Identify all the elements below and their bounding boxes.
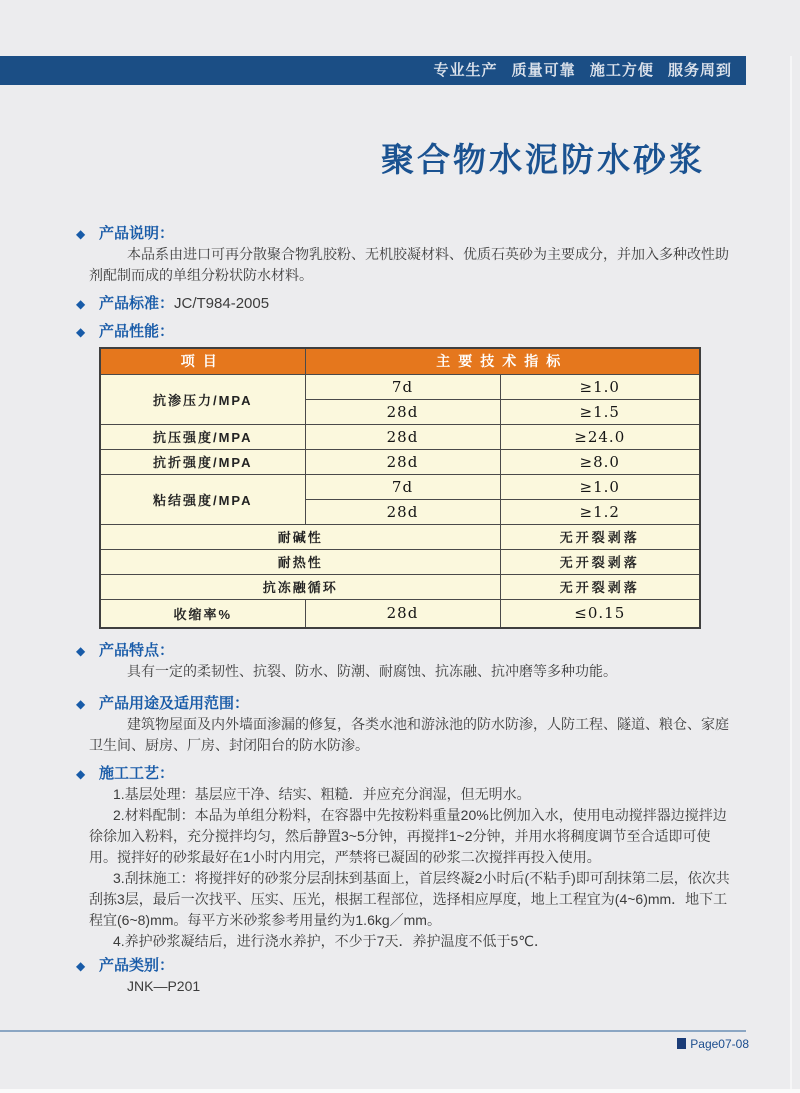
table-cell: 28d bbox=[305, 424, 500, 449]
diamond-bullet-icon bbox=[76, 224, 99, 244]
section-header-performance bbox=[76, 322, 738, 342]
page-bottom-edge bbox=[0, 1089, 800, 1093]
section-label: 产品性能： bbox=[99, 323, 175, 340]
table-cell: 抗折强度/MPA bbox=[100, 449, 305, 474]
table-cell: 7d bbox=[305, 474, 500, 499]
diamond-bullet-icon bbox=[76, 956, 99, 976]
page-square-icon bbox=[677, 1038, 686, 1049]
table-cell: 28d bbox=[305, 449, 500, 474]
section-header-category bbox=[76, 956, 738, 976]
process-step: 3.刮抹施工：将搅拌好的砂浆分层刮抹到基面上，首层终凝2小时后(不粘手)即可刮抹第二层，依次共刮拣3层，最后一次找平、压实、压光，根据工程部位，选择相应厚度，地上工程宜为(4~6)mm．地下工程宜(6~8)mm。每平方米砂浆参考用量约为1.6kg／mm。 bbox=[89, 870, 730, 928]
section-label: 产品说明： bbox=[99, 225, 175, 242]
section-label: 施工工艺： bbox=[99, 765, 175, 782]
diamond-bullet-icon bbox=[76, 764, 99, 784]
standard-value: JC/T984-2005 bbox=[174, 295, 270, 312]
table-cell: ≥1.2 bbox=[500, 499, 700, 524]
category-value: JNK—P201 bbox=[127, 978, 201, 994]
table-cell: 抗冻融循环 bbox=[100, 574, 500, 599]
top-banner bbox=[0, 56, 746, 85]
table-cell: 粘结强度/MPA bbox=[100, 474, 305, 524]
page-number bbox=[677, 1037, 749, 1051]
table-header-spec: 主要技术指标 bbox=[305, 348, 700, 374]
process-step: 4.养护砂浆凝结后，进行浇水养护，不少于7天．养护温度不低于5℃． bbox=[113, 933, 548, 949]
table-row bbox=[100, 524, 700, 549]
table-cell: 无开裂剥落 bbox=[500, 549, 700, 574]
performance-table bbox=[99, 347, 701, 629]
section-label: 产品特点： bbox=[99, 642, 175, 659]
table-cell: 抗渗压力/MPA bbox=[100, 374, 305, 424]
table-cell: 无开裂剥落 bbox=[500, 574, 700, 599]
banner-slogan: 专业生产 质量可靠 施工方便 服务周到 bbox=[433, 62, 732, 79]
table-row bbox=[100, 424, 700, 449]
table-cell: 耐热性 bbox=[100, 549, 500, 574]
section-header-standard bbox=[76, 294, 738, 314]
diamond-bullet-icon bbox=[76, 641, 99, 661]
section-header-process bbox=[76, 764, 738, 784]
table-cell: 28d bbox=[305, 499, 500, 524]
section-label: 产品用途及适用范围： bbox=[99, 695, 250, 712]
table-cell: 28d bbox=[305, 599, 500, 628]
table-cell: 7d bbox=[305, 374, 500, 399]
table-cell: ≥1.0 bbox=[500, 374, 700, 399]
table-cell: ≥1.0 bbox=[500, 474, 700, 499]
table-cell: 无开裂剥落 bbox=[500, 524, 700, 549]
diamond-bullet-icon bbox=[76, 294, 99, 314]
footer-divider-line bbox=[0, 1030, 746, 1032]
diamond-bullet-icon bbox=[76, 694, 99, 714]
section-header-description bbox=[76, 224, 738, 244]
table-row bbox=[100, 374, 700, 399]
process-step: 1.基层处理：基层应干净、结实、粗糙．并应充分润湿，但无明水。 bbox=[113, 786, 531, 802]
table-row bbox=[100, 549, 700, 574]
table-row bbox=[100, 449, 700, 474]
table-cell: 抗压强度/MPA bbox=[100, 424, 305, 449]
section-label: 产品类别： bbox=[99, 957, 175, 974]
table-cell: 耐碱性 bbox=[100, 524, 500, 549]
page-title: 聚合物水泥防水砂浆 bbox=[381, 141, 705, 178]
diamond-bullet-icon bbox=[76, 322, 99, 342]
usage-text: 建筑物屋面及内外墙面渗漏的修复，各类水池和游泳池的防水防渗，人防工程、隧道、粮仓、家庭卫生间、厨房、厂房、封闭阳台的防水防渗。 bbox=[89, 716, 729, 753]
table-cell: ≥8.0 bbox=[500, 449, 700, 474]
table-cell: 收缩率% bbox=[100, 599, 305, 628]
section-label: 产品标准： bbox=[99, 295, 175, 312]
main-content bbox=[89, 224, 738, 997]
table-row bbox=[100, 599, 700, 628]
table-row bbox=[100, 574, 700, 599]
section-header-features bbox=[76, 641, 738, 661]
table-cell: ≥24.0 bbox=[500, 424, 700, 449]
table-cell: ≥1.5 bbox=[500, 399, 700, 424]
description-text: 本品系由进口可再分散聚合物乳胶粉、无机胶凝材料、优质石英砂为主要成分，并加入多种改性助剂配制而成的单组分粉状防水材料。 bbox=[89, 246, 729, 283]
section-header-usage bbox=[76, 694, 738, 714]
table-header-row bbox=[100, 348, 700, 374]
page-edge-line bbox=[790, 56, 792, 1093]
table-cell: ≤0.15 bbox=[500, 599, 700, 628]
process-step: 2.材料配制：本品为单组分粉料，在容器中先按粉料重量20%比例加入水，使用电动搅拌器边搅拌边徐徐加入粉料，充分搅拌均匀，然后静置3~5分钟，再搅拌1~2分钟，并用水将稠度调节至合适即可使用。搅拌好的砂浆最好在1小时内用完，严禁将已凝固的砂浆二次搅拌再投入使用。 bbox=[89, 807, 727, 865]
table-row bbox=[100, 474, 700, 499]
table-cell: 28d bbox=[305, 399, 500, 424]
page-number-label: Page07-08 bbox=[690, 1037, 749, 1051]
table-header-item: 项目 bbox=[100, 348, 305, 374]
features-text: 具有一定的柔韧性、抗裂、防水、防潮、耐腐蚀、抗冻融、抗冲磨等多种功能。 bbox=[127, 663, 617, 679]
